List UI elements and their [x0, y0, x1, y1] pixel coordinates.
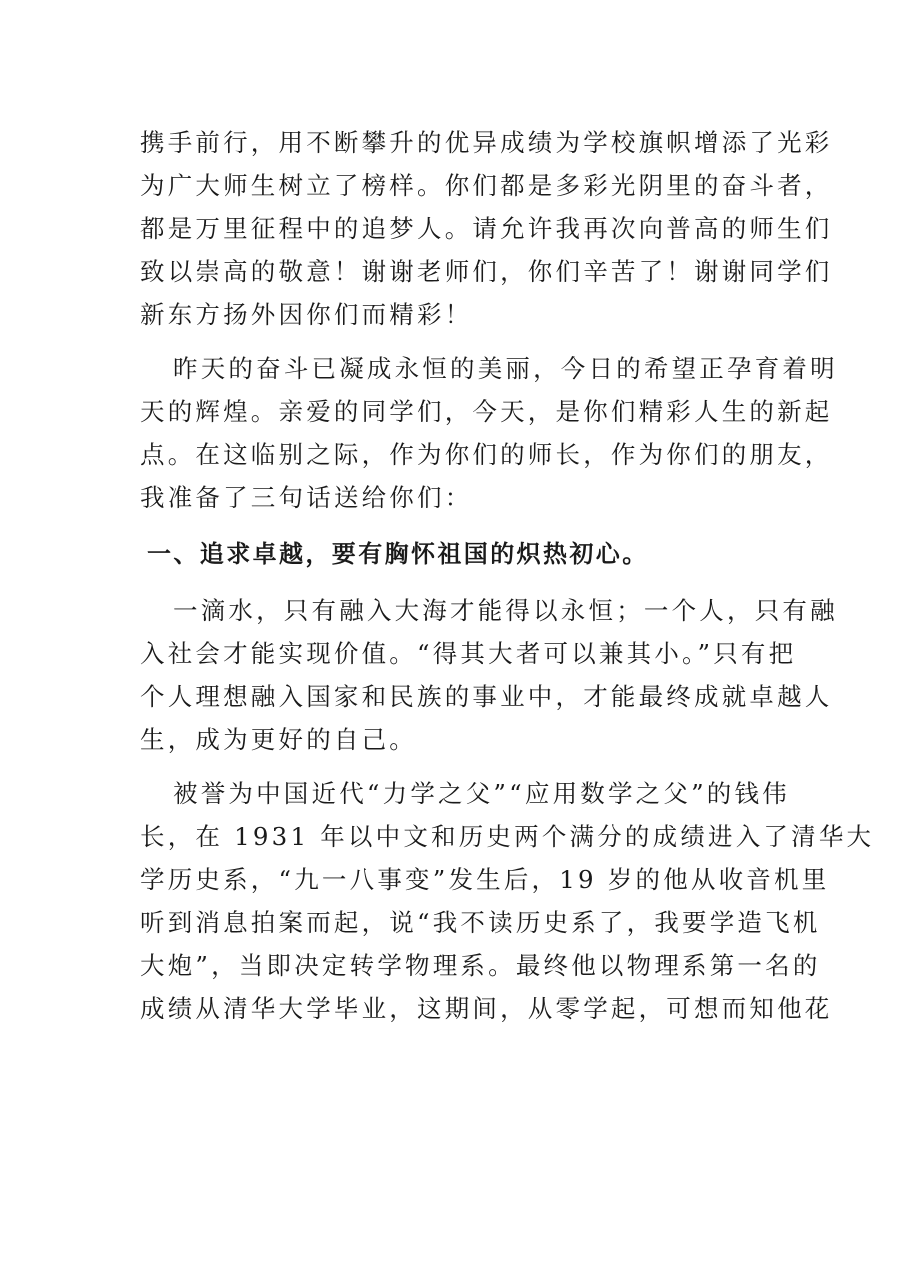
- paragraph-line: 学历史系，“九一八事变”发生后，19 岁的他从收音机里: [140, 865, 830, 894]
- paragraph-line: 入社会才能实现价值。“得其大者可以兼其小。”只有把: [140, 639, 797, 668]
- paragraph-line: 被誉为中国近代“力学之父”“应用数学之父”的钱伟: [173, 779, 790, 808]
- paragraph-line: 大炮”，当即决定转学物理系。最终他以物理系第一名的: [140, 951, 821, 980]
- paragraph-line: 昨天的奋斗已凝成永恒的美丽，今日的希望正孕育着明: [173, 354, 838, 383]
- paragraph-line: 天的辉煌。亲爱的同学们，今天，是你们精彩人生的新起: [140, 397, 833, 426]
- paragraph-line: 为广大师生树立了榜样。你们都是多彩光阴里的奋斗者，: [140, 171, 833, 200]
- paragraph-line: 一滴水，只有融入大海才能得以永恒；一个人，只有融: [173, 596, 838, 625]
- paragraph-line: 个人理想融入国家和民族的事业中，才能最终成就卓越人: [140, 682, 833, 711]
- paragraph-line: 我准备了三句话送给你们：: [140, 483, 473, 512]
- paragraph-line: 携手前行，用不断攀升的优异成绩为学校旗帜增添了光彩: [140, 128, 833, 157]
- paragraph-line: 听到消息拍案而起，说“我不读历史系了，我要学造飞机: [140, 908, 821, 937]
- paragraph-line: 点。在这临别之际，作为你们的师长，作为你们的朋友，: [140, 440, 833, 469]
- paragraph-line: 生，成为更好的自己。: [140, 725, 417, 754]
- paragraph-line: 成绩从清华大学毕业，这期间，从零学起，可想而知他花: [140, 994, 833, 1023]
- paragraph-line: 致以崇高的敬意！谢谢老师们，你们辛苦了！谢谢同学们: [140, 257, 833, 286]
- paragraph-line: 长，在 1931 年以中文和历史两个满分的成绩进入了清华大: [140, 822, 875, 851]
- paragraph-line: 新东方扬外因你们而精彩！: [140, 300, 473, 329]
- section-heading: 一、追求卓越，要有胸怀祖国的炽热初心。: [147, 540, 649, 568]
- paragraph-line: 都是万里征程中的追梦人。请允许我再次向普高的师生们: [140, 214, 833, 243]
